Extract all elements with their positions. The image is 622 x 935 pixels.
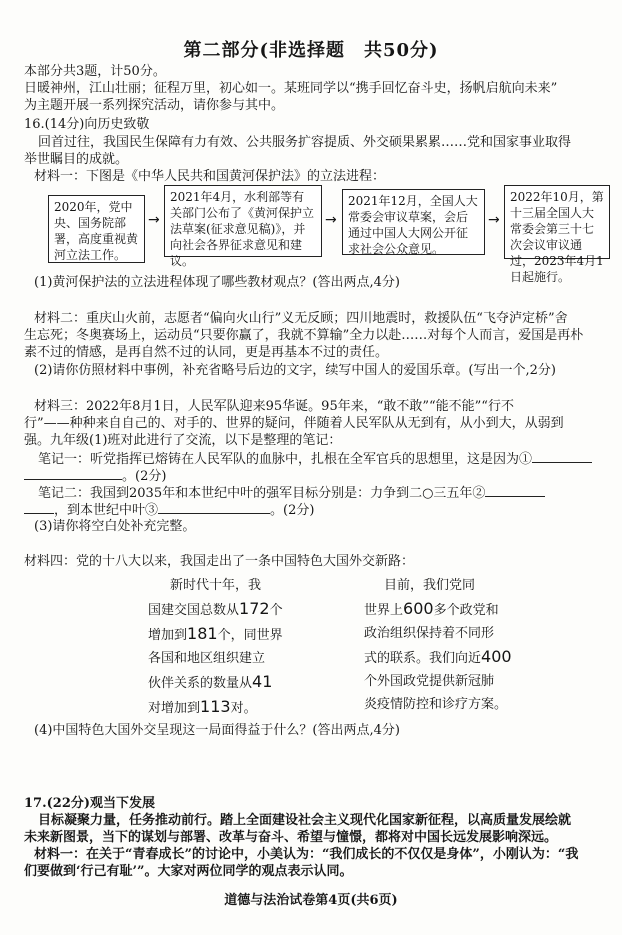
intro-line: 本部分共3题，计50分。 bbox=[24, 64, 166, 79]
material-4-label: 材料四：党的十八大以来，我国走出了一条中国特色大国外交新路： bbox=[24, 554, 415, 569]
q17-heading: 17.(22分)观当下发展 bbox=[24, 796, 156, 811]
diplo-left-line: 对增加到113对。 bbox=[148, 697, 257, 716]
diplo-left-line: 各国和地区组织建立 bbox=[148, 651, 266, 666]
material-2: 生忘死；冬奥赛场上，运动员“只要你赢了，我就不算输”全力以赴……对每个人而言，爱国是再朴 bbox=[24, 328, 584, 343]
number-400: 400 bbox=[481, 647, 512, 666]
q16-intro: 回首过往，我国民生保障有力有效、公共服务扩容提质、外交硕果累累……党和国家事业取得 bbox=[38, 135, 572, 150]
diplo-right-line: 政治组织保持着不同形 bbox=[364, 626, 495, 641]
answer-blank-2-cont[interactable] bbox=[24, 501, 54, 514]
q17-intro: 未来新图景，当下的谋划与部署、改革与奋斗、希望与憧憬，都将对中国长远发展影响深远。 bbox=[24, 830, 558, 845]
answer-blank-2[interactable] bbox=[485, 484, 545, 497]
material-1-label: 材料一：下图是《中华人民共和国黄河保护法》的立法进程： bbox=[34, 169, 386, 184]
diplo-right-line: 目前，我们党同 bbox=[384, 578, 476, 593]
material-3: 行”——种种来自自己的、对手的、世界的疑问，伴随着人民军队从无到有，从小到大，从弱到 bbox=[24, 416, 564, 431]
flow-arrow-icon: → bbox=[488, 212, 500, 228]
answer-blank-1-cont[interactable] bbox=[24, 467, 122, 480]
number-600: 600 bbox=[403, 599, 434, 618]
note-1-cont bbox=[24, 467, 610, 485]
q16-intro: 举世瞩目的成就。 bbox=[24, 152, 129, 167]
answer-blank-1[interactable] bbox=[532, 450, 592, 463]
material-3: 材料三：2022年8月1日，人民军队迎来95华诞。95年来，“敢不敢”“能不能”“行不 bbox=[34, 399, 514, 414]
question-16-2: (2)请你仿照材料中事例，补充省略号后边的文字，续写中国人的爱国乐章。(写出一个,2分) bbox=[34, 363, 556, 378]
note-2-text-b: ，到本世纪中叶③ bbox=[54, 503, 159, 518]
number-113: 113 bbox=[200, 697, 231, 716]
diplo-right-line: 式的联系。我们向近400 bbox=[364, 647, 512, 666]
material-2: 材料二：重庆山火前，志愿者“偏向火山行”义无反顾；四川地震时，救援队伍“飞夺泸定桥”舍 bbox=[34, 311, 568, 326]
material-2: 素不过的情感，是再自然不过的认同，更是再基本不过的责任。 bbox=[24, 345, 389, 360]
number-41: 41 bbox=[252, 672, 273, 691]
material-3: 强。九年级(1)班对此进行了交流，以下是整理的笔记： bbox=[24, 433, 342, 448]
q17-material-1: 材料一：在关于“青春成长”的讨论中，小美认为：“我们成长的不仅仅是身体”，小刚认为：“我 bbox=[34, 847, 579, 862]
q17-intro: 目标凝聚力量，任务推动前行。踏上全面建设社会主义现代化国家新征程，以高质量发展绘就 bbox=[38, 813, 572, 828]
note-2-score: 。(2分) bbox=[270, 503, 315, 518]
flow-arrow-icon: → bbox=[148, 212, 160, 228]
diplo-right-line: 世界上600多个政党和 bbox=[364, 599, 499, 618]
question-16-4: (4)中国特色大国外交呈现这一局面得益于什么？(答出两点,4分) bbox=[34, 723, 400, 738]
note-1 bbox=[38, 450, 622, 468]
flow-step-1: 2020年，党中央、国务院部署，高度重视黄河立法工作。 bbox=[48, 195, 145, 263]
diplo-left-line: 新时代十年，我 bbox=[170, 578, 262, 593]
note-1-text: 笔记一：听党指挥已熔铸在人民军队的血脉中，扎根在全军官兵的思想里，这是因为① bbox=[38, 452, 533, 467]
diplo-left-line: 伙伴关系的数量从41 bbox=[148, 672, 273, 691]
flow-arrow-icon: → bbox=[325, 212, 337, 228]
intro-line: 为主题开展一系列探究活动，请你参与其中。 bbox=[24, 98, 285, 113]
page-footer: 道德与法治试卷第4页(共6页) bbox=[224, 893, 398, 908]
number-172: 172 bbox=[239, 599, 270, 618]
note-2 bbox=[38, 484, 622, 502]
q16-heading: 16.(14分)向历史致敬 bbox=[24, 117, 150, 132]
note-2-text: 笔记二：我国到2035年和本世纪中叶的强军目标分别是：力争到二○三五年② bbox=[38, 486, 486, 501]
note-2-cont bbox=[24, 501, 610, 519]
diplo-right-line: 个外国政党提供新冠肺 bbox=[364, 674, 495, 689]
part-title: 第二部分(非选择题 共50分) bbox=[183, 40, 439, 61]
diplo-right-line: 炎疫情防控和诊疗方案。 bbox=[364, 697, 508, 712]
flow-step-3: 2021年12月，全国人大常委会审议草案，会后通过中国人大网公开征求社会公众意见。 bbox=[342, 189, 485, 255]
note-1-score: 。(2分) bbox=[122, 469, 167, 484]
diplo-left-line: 国建交国总数从172个 bbox=[148, 599, 283, 618]
number-181: 181 bbox=[187, 624, 218, 643]
intro-line: 日暖神州，江山壮丽；征程万里，初心如一。某班同学以“携手回忆奋斗史，扬帆启航向未来” bbox=[24, 81, 558, 96]
answer-blank-3[interactable] bbox=[158, 501, 270, 514]
flow-step-4: 2022年10月，第十三届全国人大常委会第三十七次会议审议通过，2023年4月1日起施行。 bbox=[504, 185, 610, 259]
diplomacy-left-column bbox=[148, 574, 283, 720]
diplo-left-line: 增加到181个，同世界 bbox=[148, 624, 283, 643]
diplomacy-right-column bbox=[364, 574, 512, 716]
question-16-1: (1)黄河保护法的立法进程体现了哪些教材观点？(答出两点,4分) bbox=[34, 275, 400, 290]
flow-step-2: 2021年4月，水利部等有关部门公布了《黄河保护立法草案(征求意见稿)》，并向社会各界征求意见和建议。 bbox=[164, 185, 322, 257]
question-16-3: (3)请你将空白处补充完整。 bbox=[34, 519, 196, 534]
q17-material-1: 们要做到‘行己有耻’”。大家对两位同学的观点表示认同。 bbox=[24, 864, 353, 879]
